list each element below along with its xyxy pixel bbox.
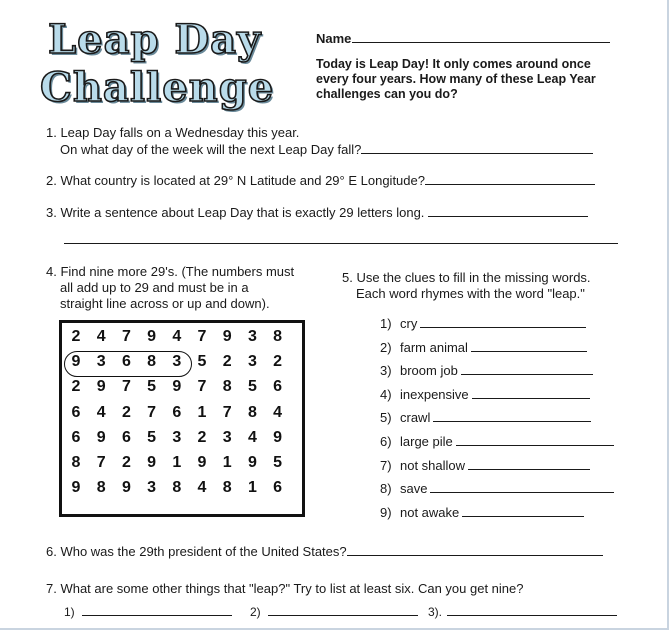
grid-cell[interactable]: 8	[71, 454, 81, 471]
grid-cell[interactable]: 9	[147, 454, 157, 471]
question-1	[60, 141, 593, 158]
grid-cell[interactable]: 6	[121, 353, 131, 371]
grid-cell[interactable]: 6	[71, 403, 81, 421]
grid-cell[interactable]: 4	[197, 479, 207, 497]
grid-cell[interactable]: 7	[96, 454, 106, 471]
grid-cell[interactable]: 8	[96, 479, 106, 497]
clue-number: 9)	[380, 504, 392, 520]
grid-cell[interactable]: 3	[96, 353, 106, 371]
grid-cell[interactable]: 6	[121, 428, 131, 446]
grid-cell[interactable]: 5	[147, 378, 157, 396]
clue-text: crawl	[400, 410, 431, 426]
grid-cell[interactable]: 9	[71, 353, 81, 371]
grid-cell[interactable]: 6	[273, 479, 283, 497]
grid-cell[interactable]: 9	[147, 328, 157, 345]
grid-cell[interactable]: 7	[222, 403, 232, 421]
grid-cell[interactable]: 4	[96, 328, 106, 345]
clue-number: 6)	[380, 434, 392, 449]
grid-cell[interactable]: 2	[222, 353, 232, 371]
grid-cell[interactable]: 9	[172, 378, 182, 396]
clue-answer-blank[interactable]	[472, 386, 590, 399]
question-3	[46, 204, 588, 221]
grid-cell[interactable]: 7	[197, 378, 207, 396]
grid-cell[interactable]: 2	[121, 403, 131, 421]
question-4-line-3: straight line across or up and down).	[60, 296, 270, 311]
grid-cell[interactable]: 2	[71, 328, 81, 345]
question-2	[46, 172, 595, 189]
clue-answer-blank[interactable]	[462, 504, 584, 517]
question-6	[46, 543, 603, 560]
grid-cell[interactable]: 2	[273, 353, 283, 371]
name-blank[interactable]	[352, 31, 610, 43]
clue-item	[380, 386, 590, 403]
answer-slot-1[interactable]	[64, 603, 232, 619]
clue-text: not awake	[400, 504, 460, 520]
grid-cell[interactable]: 9	[121, 479, 131, 497]
grid-cell[interactable]: 3	[247, 328, 257, 345]
grid-cell[interactable]: 9	[96, 428, 106, 446]
answer-line-2[interactable]	[268, 603, 418, 616]
clue-answer-blank[interactable]	[430, 480, 614, 493]
grid-cell[interactable]: 4	[172, 328, 182, 345]
grid-cell[interactable]: 7	[121, 328, 131, 345]
grid-cell[interactable]: 6	[273, 378, 283, 396]
grid-cell[interactable]: 4	[273, 403, 283, 421]
clue-item	[380, 362, 593, 379]
clue-number: 8)	[380, 481, 392, 497]
clue-item	[380, 504, 584, 521]
grid-cell[interactable]: 6	[71, 428, 81, 446]
clue-number: 7)	[380, 457, 392, 473]
grid-cell[interactable]: 3	[247, 353, 257, 371]
grid-cell[interactable]: 8	[273, 328, 283, 345]
grid-cell[interactable]: 2	[121, 454, 131, 471]
clue-answer-blank[interactable]	[468, 457, 590, 470]
grid-cell[interactable]: 1	[247, 479, 257, 497]
grid-cell[interactable]: 2	[71, 378, 81, 396]
grid-cell[interactable]: 7	[121, 378, 131, 396]
clue-item	[380, 457, 590, 474]
question-7-text: 7. What are some other things that "leap?" Try to list at least six. Can you get nine?	[46, 581, 524, 596]
grid-cell[interactable]: 8	[222, 479, 232, 497]
grid-cell[interactable]: 1	[222, 454, 232, 471]
answer-blank-2[interactable]	[425, 172, 595, 185]
grid-cell[interactable]: 8	[172, 479, 182, 497]
grid-cell[interactable]: 1	[172, 454, 182, 471]
answer-label-1: 1)	[64, 605, 75, 619]
name-field[interactable]	[316, 31, 610, 46]
grid-cell[interactable]: 9	[273, 428, 283, 446]
clue-item	[380, 315, 586, 332]
question-2-text: 2. What country is located at 29° N Latitude and 29° E Longitude?	[46, 173, 425, 188]
clue-text: farm animal	[400, 339, 468, 355]
grid-cell[interactable]: 3	[222, 428, 232, 446]
grid-cell[interactable]: 5	[197, 353, 207, 371]
clue-text: cry	[400, 316, 418, 331]
clue-text: inexpensive	[400, 386, 469, 402]
clue-item	[380, 409, 591, 426]
question-1-line-1: 1. Leap Day falls on a Wednesday this year.	[46, 125, 300, 140]
clue-answer-blank[interactable]	[433, 409, 591, 422]
answer-slot-3[interactable]	[428, 603, 617, 619]
clue-answer-blank[interactable]	[471, 339, 587, 352]
clue-text: not shallow	[400, 457, 466, 473]
grid-cell[interactable]: 8	[147, 353, 157, 371]
clue-text: large pile	[400, 434, 453, 449]
question-5-line-1: 5. Use the clues to fill in the missing words.	[342, 270, 591, 285]
clue-item	[380, 433, 614, 450]
clue-answer-blank[interactable]	[420, 315, 586, 328]
question-5-line-2: Each word rhymes with the word "leap."	[356, 286, 585, 301]
answer-blank-3a[interactable]	[428, 204, 588, 217]
clue-number: 4)	[380, 386, 392, 402]
question-6-text: 6. Who was the 29th president of the United States?	[46, 544, 347, 559]
answer-blank-6[interactable]	[347, 543, 603, 556]
answer-slot-2[interactable]	[250, 603, 418, 619]
grid-cell[interactable]: 5	[273, 454, 283, 471]
question-4-line-1: 4. Find nine more 29's. (The numbers must	[46, 264, 295, 279]
intro-text: Today is Leap Day! It only comes around once every four years. How many of these Leap Year challenges can you do?	[316, 57, 596, 101]
grid-cell[interactable]: 2	[197, 428, 207, 446]
grid-cell[interactable]: 9	[197, 454, 207, 471]
clue-text: save	[400, 481, 428, 497]
question-1-line-2: On what day of the week will the next Leap Day fall?	[60, 142, 362, 157]
grid-cell[interactable]: 9	[222, 328, 232, 345]
name-label: Name	[316, 31, 352, 46]
clue-item	[380, 339, 587, 356]
answer-blank-3b[interactable]	[64, 243, 618, 244]
grid-cell[interactable]: 6	[172, 403, 182, 421]
answer-label-3: 3).	[428, 605, 443, 619]
grid-cell[interactable]: 7	[197, 328, 207, 345]
clue-number: 1)	[380, 316, 392, 331]
answer-line-1[interactable]	[82, 603, 232, 616]
clue-number: 5)	[380, 410, 392, 426]
clue-answer-blank[interactable]	[456, 433, 614, 446]
answer-blank-1[interactable]	[361, 141, 593, 154]
answer-line-3[interactable]	[447, 603, 617, 616]
grid-cell[interactable]: 4	[247, 428, 257, 446]
clue-number: 2)	[380, 339, 392, 355]
question-4-line-2: all add up to 29 and must be in a	[60, 280, 249, 295]
clue-number: 3)	[380, 363, 392, 379]
grid-cell[interactable]: 3	[172, 353, 182, 371]
grid-cell[interactable]: 5	[147, 428, 157, 446]
number-grid	[59, 320, 305, 517]
grid-cell[interactable]: 8	[247, 403, 257, 421]
grid-cell[interactable]: 8	[222, 378, 232, 396]
grid-cell[interactable]: 5	[247, 378, 257, 396]
clue-answer-blank[interactable]	[461, 362, 593, 375]
grid-cell[interactable]: 9	[71, 479, 81, 497]
grid-cell[interactable]: 4	[96, 403, 106, 421]
title-line-1: Leap Day	[48, 16, 262, 63]
grid-cell[interactable]: 3	[172, 428, 182, 446]
grid-cell[interactable]: 9	[247, 454, 257, 471]
clue-item	[380, 480, 614, 497]
grid-cell[interactable]: 7	[147, 403, 157, 421]
grid-cell[interactable]: 9	[96, 378, 106, 396]
title-line-2: Challenge	[40, 64, 275, 111]
answer-label-2: 2)	[250, 605, 261, 619]
grid-cell[interactable]: 3	[147, 479, 157, 497]
clue-text: broom job	[400, 363, 458, 379]
grid-cell[interactable]: 1	[197, 403, 207, 421]
question-3-text: 3. Write a sentence about Leap Day that is exactly 29 letters long.	[46, 205, 425, 220]
